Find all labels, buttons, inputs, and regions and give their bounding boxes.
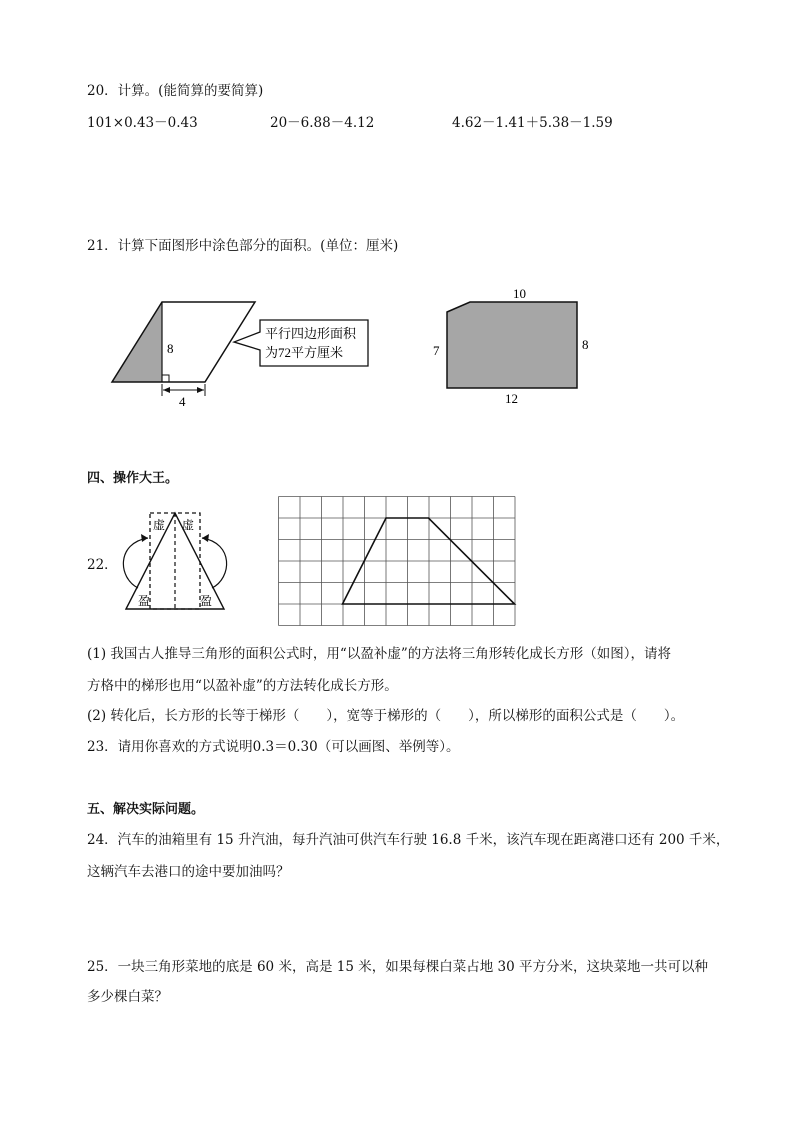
rotate-arrow-right [202, 538, 227, 588]
triangle-ying-bu-xu-figure [118, 508, 234, 613]
height-label: 8 [167, 341, 174, 356]
ying-right-label: 盈 [200, 594, 213, 608]
top-length-label: 10 [513, 286, 526, 301]
arrow-right [197, 387, 204, 393]
q25-line1: 25．一块三角形菜地的底是 60 米，高是 15 米，如果每棵白菜占地 30 平方分米，这块菜地一共可以种 [87, 959, 708, 975]
q25-line2: 多少棵白菜？ [87, 989, 168, 1005]
trapezoid-grid [278, 496, 516, 626]
q20-title: 20．计算。(能简算的要简算) [87, 83, 264, 99]
q22-number: 22． [87, 557, 118, 573]
arrow-left [163, 387, 170, 393]
ying-left-label: 盈 [138, 594, 151, 608]
q20-expression-2: 20－6.88－4.12 [270, 115, 375, 131]
parallelogram-figure [100, 290, 390, 410]
q22-part2: (2) 转化后，长方形的长等于梯形（ ），宽等于梯形的（ ），所以梯形的面积公式是（ ）。 [87, 708, 685, 724]
q22-part1-line2: 方格中的梯形也用“以盈补虚”的方法转化成长方形。 [87, 678, 398, 694]
section-5-title: 五、解决实际问题。 [87, 802, 205, 817]
q24-line1: 24．汽车的油箱里有 15 升汽油，每升汽油可供汽车行驶 16.8 千米，该汽车现在距离港口还有 200 千米， [87, 832, 730, 848]
callout-line-1: 平行四边形面积 [265, 326, 357, 341]
left-length-label: 7 [433, 343, 440, 358]
q24-line2: 这辆汽车去港口的途中要加油吗？ [87, 864, 290, 880]
right-length-label: 8 [582, 337, 589, 352]
rotate-arrowhead-right [202, 534, 209, 542]
callout-line-2: 为72平方厘米 [265, 345, 344, 360]
xu-right-label: 虚 [182, 518, 195, 532]
q23-text: 23．请用你喜欢的方式说明0.3＝0.30（可以画图、举例等）。 [87, 739, 460, 755]
q20-expression-3: 4.62－1.41＋5.38－1.59 [452, 115, 613, 131]
section-4-title: 四、操作大王。 [87, 471, 179, 486]
pentagon-figure [425, 283, 605, 408]
q22-part1-line1: (1) 我国古人推导三角形的面积公式时，用“以盈补虚”的方法将三角形转化成长方形（如图），请将 [87, 646, 671, 662]
grid-lines [279, 497, 516, 626]
rotate-arrow-left [123, 538, 148, 588]
right-angle-mark [162, 375, 169, 382]
bottom-length-label: 12 [505, 391, 518, 406]
rotate-arrowhead-left [141, 534, 148, 542]
q21-title: 21．计算下面图形中涂色部分的面积。(单位：厘米) [87, 238, 399, 254]
base-label: 4 [179, 394, 186, 409]
xu-left-label: 虚 [153, 518, 166, 532]
q20-expression-1: 101×0.43－0.43 [87, 115, 198, 131]
shaded-pentagon [447, 302, 577, 388]
